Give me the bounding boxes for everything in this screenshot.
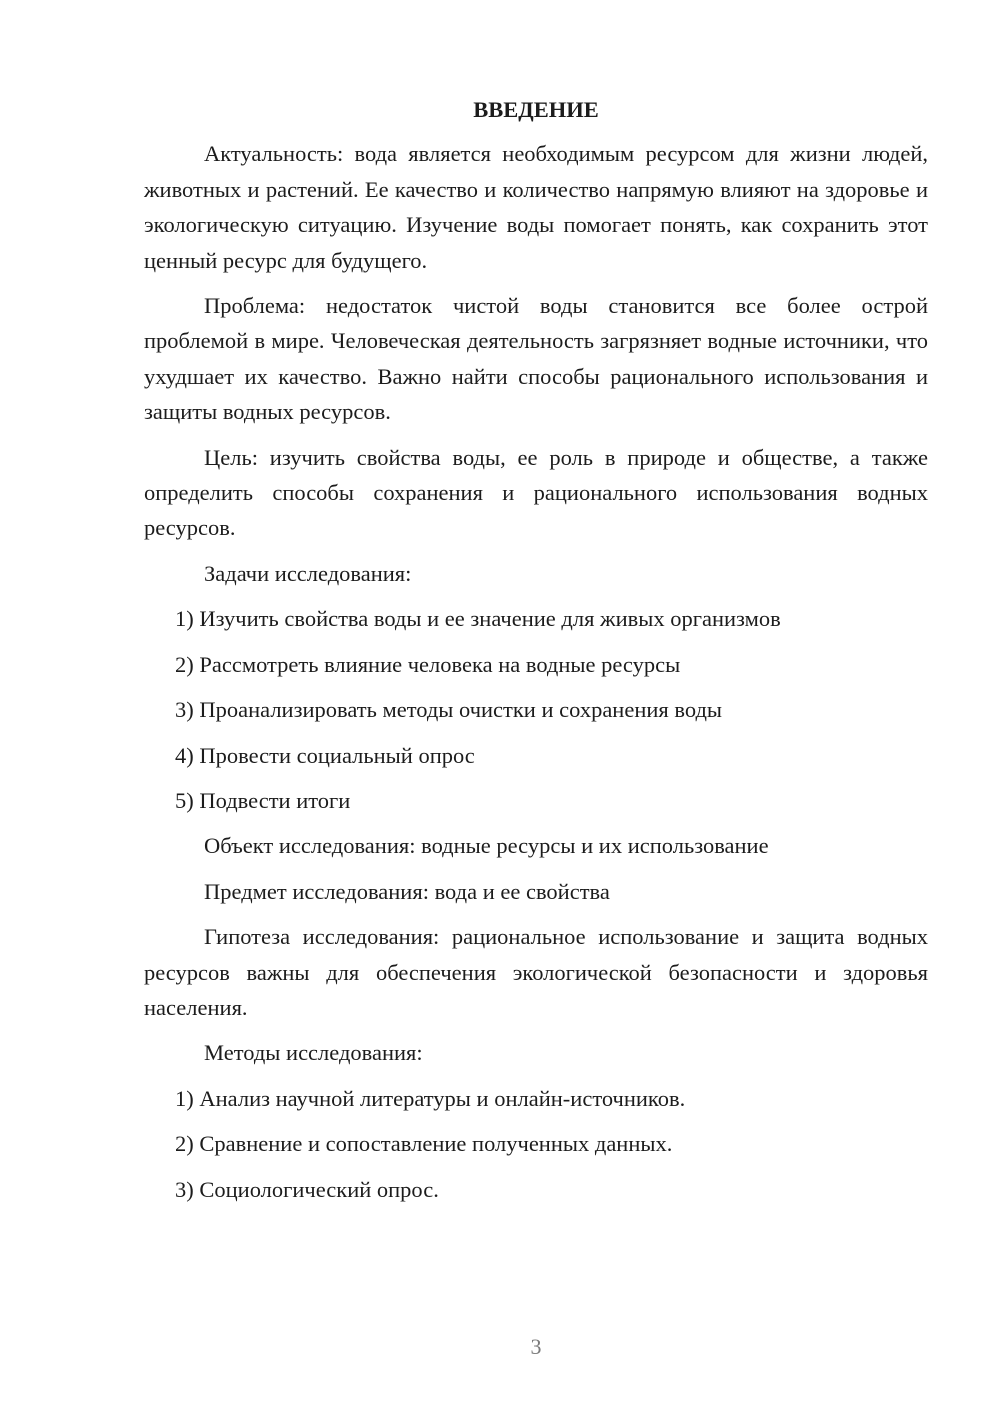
relevance-paragraph: Актуальность: вода является необходимым ресурсом для жизни людей, животных и растений. Ее качество и количество напрямую влияют на здоровье и экологическую ситуацию. Изучение воды помогает понять, как сохранить этот ценный ресурс для будущего.: [144, 141, 928, 273]
object-line: Объект исследования: водные ресурсы и их использование: [204, 833, 769, 859]
method-item: 3) Социологический опрос.: [175, 1176, 439, 1202]
task-item: 4) Провести социальный опрос: [175, 742, 475, 768]
task-item: 2) Рассмотреть влияние человека на водные ресурсы: [175, 651, 681, 677]
task-item: 3) Проанализировать методы очистки и сохранения воды: [175, 697, 723, 723]
method-item: 2) Сравнение и сопоставление полученных данных.: [175, 1131, 673, 1157]
problem-paragraph: Проблема: недостаток чистой воды становится все более острой проблемой в мире. Человеческая деятельность загрязняет водные источники, что ухудшает их качество. Важно найти способы рационального использования и защиты водных ресурсов.: [144, 293, 928, 425]
page-number: 3: [530, 1334, 542, 1359]
subject-line: Предмет исследования: вода и ее свойства: [204, 878, 610, 904]
method-item: 1) Анализ научной литературы и онлайн-источников.: [175, 1085, 686, 1111]
goal-paragraph: Цель: изучить свойства воды, ее роль в природе и обществе, а также определить способы сохранения и рационального использования водных ресурсов.: [144, 444, 928, 541]
hypothesis-paragraph: Гипотеза исследования: рациональное использование и защита водных ресурсов важны для обеспечения экологической безопасности и здоровья населения.: [144, 924, 928, 1020]
methods-title: Методы исследования:: [204, 1040, 423, 1066]
task-item: 5) Подвести итоги: [175, 787, 351, 813]
section-heading: ВВЕДЕНИЕ: [473, 97, 599, 122]
tasks-title: Задачи исследования:: [204, 560, 412, 586]
page-content: [144, 92, 928, 1217]
task-item: 1) Изучить свойства воды и ее значение для живых организмов: [175, 606, 781, 632]
